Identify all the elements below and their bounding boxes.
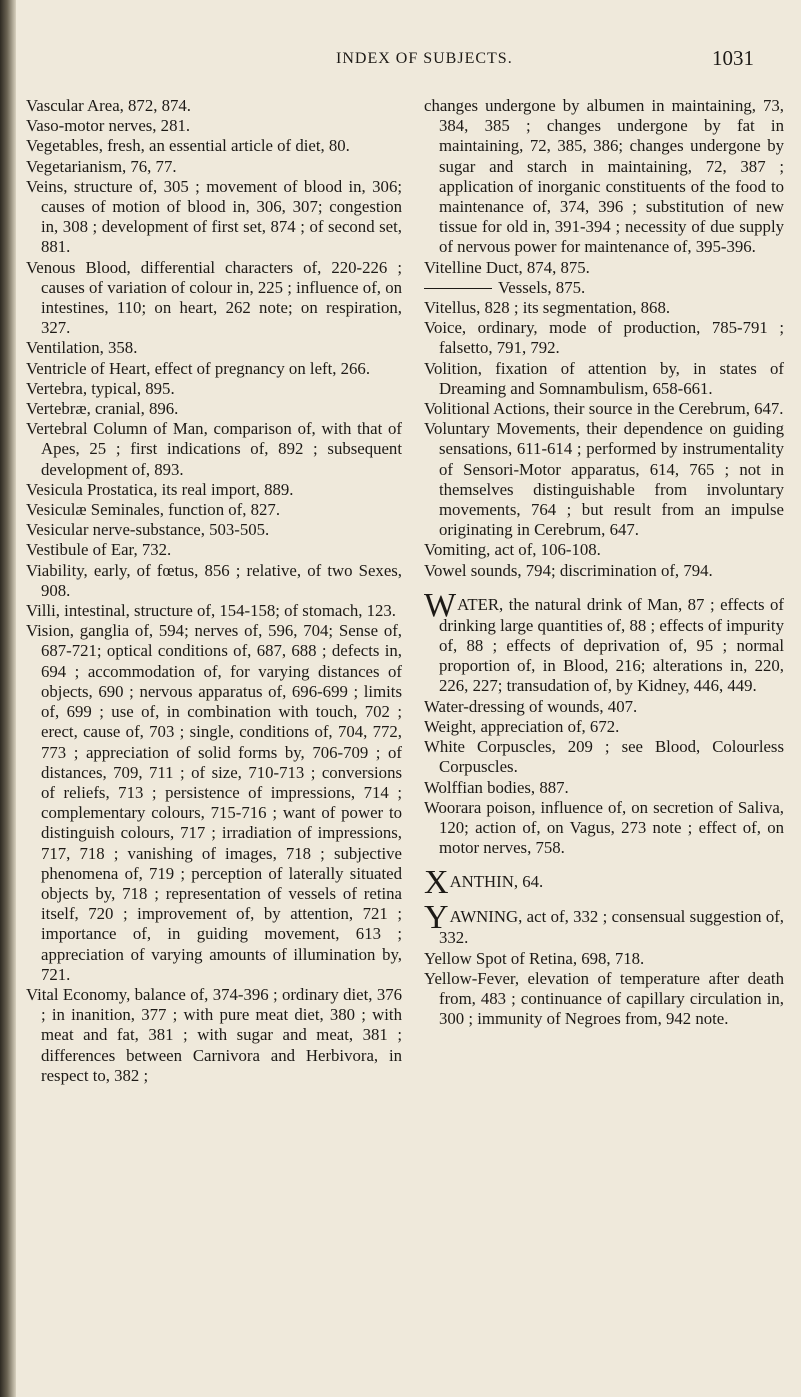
index-entry: [26, 540, 402, 560]
index-entry: [424, 969, 784, 1030]
index-entry: [26, 500, 402, 520]
entry-text: Vitellus, 828 ; its segmentation, 868.: [424, 298, 671, 318]
entry-text: Vaso-motor nerves, 281.: [26, 116, 191, 136]
entry-text: Voluntary Movements, their dependence on guiding sensations, 611-614 ; performed by instrumentality of Sensori-Motor apparatus, 614, 765 ; not in themselves distinguishable from involuntary movements, 764 ; but result from an impulse originating in Cerebrum, 647.: [424, 419, 784, 540]
index-entry: [424, 697, 784, 717]
entry-text: Veins, structure of, 305 ; movement of blood in, 306; causes of motion of blood in, 306, 307; congestion in, 308 ; development of first set, 874 ; of second set, 881.: [26, 176, 402, 257]
entry-text: ATER, the natural drink of Man, 87 ; effects of drinking large quantities of, 88 ; effects of impurity of, 88 ; effects of deprivation of, 95 ; normal proportion of, in Blood, 216; alterations in, 220, 226, 227; transudation of, by Kidney, 446, 449.: [439, 594, 784, 696]
index-entry: [26, 258, 402, 339]
running-title: INDEX OF SUBJECTS.: [336, 50, 513, 67]
index-entry: [424, 419, 784, 540]
entry-text: Vitelline Duct, 874, 875.: [424, 257, 590, 277]
index-entry: [424, 258, 784, 278]
entry-text: Woorara poison, influence of, on secretion of Saliva, 120; action of, on Vagus, 273 note ; effect of, on motor nerves, 758.: [424, 797, 784, 858]
index-entry: [424, 318, 784, 358]
index-column-right: [424, 96, 784, 1029]
index-entry: [26, 116, 402, 136]
entry-text: Vision, ganglia of, 594; nerves of, 596, 704; Sense of, 687-721; optical conditions of, 687, 688 ; defects in, 694 ; accommodation of, for varying distances of objects, 690 ; nervous apparatus of, 696-699 ; limits of, 699 ; use of, in combination with touch, 702 ; erect, cause of, 703 ; single, conditions of, 704, 772, 773 ; appreciation of solid forms by, 706-709 ; of distances, 709, 711 ; of size, 710-713 ; conversions of reliefs, 713 ; persistence of impressions, 714 ; complementary colours, 715-716 ; want of power to distinguish colours, 717 ; irradiation of impressions, 717, 718 ; vanishing of images, 718 ; subjective phenomena of, 719 ; perception of laterally situated objects by, 718 ; representation of vessels of retina itself, 720 ; improvement of, by attention, 721 ; importance of, in guiding movement, 613 ; appreciation of varying amounts of illumination by, 721.: [26, 621, 402, 984]
index-column-left: [26, 96, 402, 1086]
index-entry: [26, 379, 402, 399]
index-entry: [424, 298, 784, 318]
index-entry: [424, 798, 784, 859]
section-initial: W: [424, 586, 457, 624]
page-number: 1031: [712, 46, 754, 70]
index-entry: [26, 338, 402, 358]
entry-text: Vegetables, fresh, an essential article of diet, 80.: [26, 136, 350, 156]
entry-text: Vertebra, typical, 895.: [26, 378, 175, 398]
entry-text: Volition, fixation of attention by, in states of Dreaming and Somnambulism, 658-661.: [424, 358, 784, 398]
index-entry: [26, 96, 402, 116]
entry-text: Vascular Area, 872, 874.: [26, 96, 191, 115]
entry-text: AWNING, act of, 332 ; consensual suggestion of, 332.: [439, 907, 784, 948]
entry-text: Ventilation, 358.: [26, 338, 138, 358]
entry-text: Volitional Actions, their source in the Cerebrum, 647.: [424, 399, 784, 419]
entry-text: Vertebræ, cranial, 896.: [26, 399, 179, 419]
index-entry: [424, 399, 784, 419]
index-entry: [424, 717, 784, 737]
section-initial: Y: [424, 899, 449, 937]
entry-text: Voice, ordinary, mode of production, 785-791 ; falsetto, 791, 792.: [424, 318, 784, 358]
entry-text: Vestibule of Ear, 732.: [26, 540, 172, 560]
index-entry: [424, 778, 784, 798]
index-entry: [26, 520, 402, 540]
entry-text: changes undergone by albumen in maintaining, 73, 384, 385 ; changes undergone by fat in maintaining, 72, 385, 386; changes undergone by sugar and starch in maintaining, 72, 387 ; application of inorganic constituents of the food to maintenance of, 374, 396 ; substitution of new tissue for old in, 391-394 ; necessity of due supply of nervous power for maintenance of, 395-396.: [424, 96, 784, 257]
entry-text: Vital Economy, balance of, 374-396 ; ordinary diet, 376 ; in inanition, 377 ; with pure meat diet, 380 ; with meat and fat, 381 ; with sugar and meat, 381 ; differences between Carnivora and Herbivora, in respect to, 382 ;: [26, 984, 402, 1085]
index-entry: [26, 561, 402, 601]
index-entry: [26, 136, 402, 156]
index-entry: [26, 621, 402, 985]
index-entry: [424, 278, 784, 298]
page-header: [0, 44, 801, 74]
ditto-rule: [424, 288, 492, 289]
entry-text: Wolffian bodies, 887.: [424, 777, 569, 797]
entry-text: Vowel sounds, 794; discrimination of, 794.: [424, 560, 713, 580]
section-initial: X: [424, 864, 449, 902]
index-entry: [26, 601, 402, 621]
index-letter-section: [424, 864, 784, 902]
index-entry: [26, 399, 402, 419]
index-entry: [26, 985, 402, 1086]
index-entry: [26, 419, 402, 480]
index-entry: [26, 480, 402, 500]
entry-text: Weight, appreciation of, 672.: [424, 716, 620, 736]
entry-text: Viability, early, of fœtus, 856 ; relative, of two Sexes, 908.: [26, 560, 402, 600]
entry-text: Yellow Spot of Retina, 698, 718.: [424, 948, 645, 968]
index-entry: [26, 359, 402, 379]
entry-text: White Corpuscles, 209 ; see Blood, Colourless Corpuscles.: [424, 737, 784, 777]
entry-text: Villi, intestinal, structure of, 154-158; of stomach, 123.: [26, 601, 396, 621]
entry-text: Water-dressing of wounds, 407.: [424, 696, 638, 716]
entry-text: Vomiting, act of, 106-108.: [424, 540, 601, 560]
entry-text: Vertebral Column of Man, comparison of, with that of Apes, 25 ; first indications of, 892 ; subsequent development of, 893.: [26, 419, 402, 479]
entry-text: Vesicula Prostatica, its real import, 889.: [26, 479, 294, 499]
index-entry: [424, 540, 784, 560]
entry-text: Vesiculæ Seminales, function of, 827.: [26, 500, 281, 520]
entry-text: Vessels, 875.: [498, 277, 586, 297]
index-entry: [424, 359, 784, 399]
entry-text: Vegetarianism, 76, 77.: [26, 156, 177, 176]
entry-text: Ventricle of Heart, effect of pregnancy on left, 266.: [26, 358, 371, 378]
index-letter-section: [424, 586, 784, 697]
index-letter-section: [424, 899, 784, 948]
index-entry: [424, 96, 784, 258]
page-binding-shadow: [0, 0, 16, 1397]
index-entry: [424, 561, 784, 581]
index-entry: [424, 949, 784, 969]
index-entry: [26, 157, 402, 177]
entry-text: Venous Blood, differential characters of, 220-226 ; causes of variation of colour in, 225 ; influence of, on intestines, 110; on heart, 262 note; on respiration, 327.: [26, 257, 402, 338]
index-entry: [26, 177, 402, 258]
entry-text: Vesicular nerve-substance, 503-505.: [26, 520, 270, 540]
entry-text: ANTHIN, 64.: [449, 872, 544, 892]
index-entry: [424, 737, 784, 777]
entry-text: Yellow-Fever, elevation of temperature after death from, 483 ; continuance of capillary circulation in, 300 ; immunity of Negroes from, 942 note.: [424, 968, 784, 1029]
